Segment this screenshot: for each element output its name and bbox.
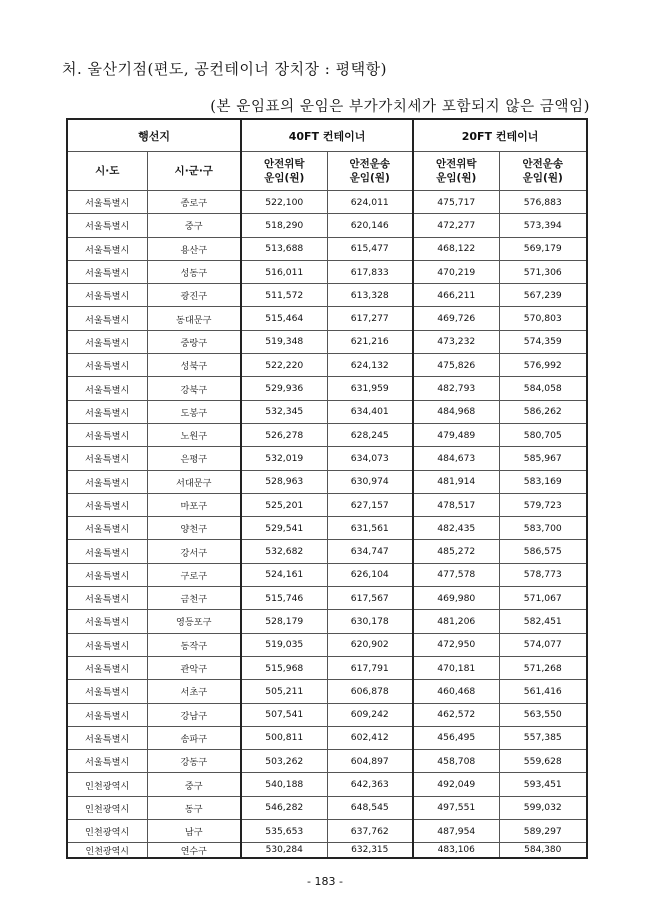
cell-20-transport: 574,077 [499, 633, 587, 656]
cell-40-transport: 602,412 [327, 726, 413, 749]
cell-sigungu: 서초구 [147, 680, 241, 703]
table-row [67, 633, 587, 656]
cell-40-transport: 648,545 [327, 796, 413, 819]
table-row [67, 354, 587, 377]
cell-20-transport: 585,967 [499, 447, 587, 470]
cell-sigungu: 용산구 [147, 237, 241, 260]
cell-40-transport: 621,216 [327, 330, 413, 353]
cell-sido: 서울특별시 [67, 400, 147, 423]
cell-40-trust: 528,179 [241, 610, 327, 633]
header-20-transport: 안전운송 운임(원) [499, 152, 587, 191]
cell-20-transport: 571,067 [499, 587, 587, 610]
cell-20-trust: 473,232 [413, 330, 499, 353]
cell-40-transport: 642,363 [327, 773, 413, 796]
cell-20-transport: 578,773 [499, 563, 587, 586]
cell-20-trust: 469,980 [413, 587, 499, 610]
cell-sigungu: 양천구 [147, 517, 241, 540]
cell-20-trust: 458,708 [413, 750, 499, 773]
table-row [67, 260, 587, 283]
cell-sido: 서울특별시 [67, 447, 147, 470]
cell-sigungu: 강서구 [147, 540, 241, 563]
cell-40-trust: 515,464 [241, 307, 327, 330]
header-sido: 시·도 [67, 152, 147, 191]
cell-40-trust: 519,348 [241, 330, 327, 353]
cell-40-transport: 634,073 [327, 447, 413, 470]
cell-40-transport: 613,328 [327, 284, 413, 307]
table-row [67, 400, 587, 423]
header-sigungu: 시·군·구 [147, 152, 241, 191]
table-body [67, 191, 587, 859]
table-row [67, 750, 587, 773]
cell-20-trust: 492,049 [413, 773, 499, 796]
table-row [67, 796, 587, 819]
cell-20-trust: 472,950 [413, 633, 499, 656]
cell-sigungu: 관악구 [147, 656, 241, 679]
cell-20-trust: 466,211 [413, 284, 499, 307]
cell-20-transport: 583,700 [499, 517, 587, 540]
cell-40-transport: 617,833 [327, 260, 413, 283]
cell-20-transport: 586,262 [499, 400, 587, 423]
cell-20-trust: 475,717 [413, 191, 499, 214]
cell-sido: 서울특별시 [67, 540, 147, 563]
table-row [67, 563, 587, 586]
cell-20-transport: 599,032 [499, 796, 587, 819]
cell-20-transport: 574,359 [499, 330, 587, 353]
cell-40-transport: 606,878 [327, 680, 413, 703]
header-row-groups [67, 119, 587, 152]
cell-20-transport: 586,575 [499, 540, 587, 563]
cell-sigungu: 동구 [147, 796, 241, 819]
cell-20-trust: 479,489 [413, 423, 499, 446]
cell-20-transport: 573,394 [499, 214, 587, 237]
cell-40-trust: 526,278 [241, 423, 327, 446]
cell-40-transport: 617,567 [327, 587, 413, 610]
cell-20-trust: 472,277 [413, 214, 499, 237]
table-row [67, 493, 587, 516]
cell-40-trust: 529,936 [241, 377, 327, 400]
table-row [67, 307, 587, 330]
cell-20-trust: 460,468 [413, 680, 499, 703]
cell-20-transport: 563,550 [499, 703, 587, 726]
cell-40-transport: 627,157 [327, 493, 413, 516]
table-row [67, 610, 587, 633]
cell-40-trust: 535,653 [241, 820, 327, 843]
cell-sido: 서울특별시 [67, 307, 147, 330]
table-row [67, 540, 587, 563]
table-row [67, 214, 587, 237]
header-40-transport: 안전운송 운임(원) [327, 152, 413, 191]
cell-20-trust: 470,181 [413, 656, 499, 679]
header-40ft: 40FT 컨테이너 [241, 119, 413, 152]
cell-40-transport: 624,011 [327, 191, 413, 214]
cell-20-trust: 481,914 [413, 470, 499, 493]
cell-20-transport: 559,628 [499, 750, 587, 773]
cell-20-transport: 569,179 [499, 237, 587, 260]
cell-20-trust: 456,495 [413, 726, 499, 749]
cell-20-transport: 580,705 [499, 423, 587, 446]
table-row [67, 587, 587, 610]
cell-sigungu: 노원구 [147, 423, 241, 446]
cell-40-transport: 620,146 [327, 214, 413, 237]
cell-sigungu: 중구 [147, 214, 241, 237]
cell-sido: 서울특별시 [67, 377, 147, 400]
cell-40-trust: 529,541 [241, 517, 327, 540]
cell-20-trust: 497,551 [413, 796, 499, 819]
vat-note: (본 운임표의 운임은 부가가치세가 포함되지 않은 금액임) [210, 99, 590, 115]
table-row [67, 447, 587, 470]
cell-20-transport: 561,416 [499, 680, 587, 703]
cell-20-trust: 485,272 [413, 540, 499, 563]
cell-sigungu: 강동구 [147, 750, 241, 773]
cell-sigungu: 은평구 [147, 447, 241, 470]
cell-40-transport: 609,242 [327, 703, 413, 726]
cell-20-transport: 593,451 [499, 773, 587, 796]
cell-20-transport: 589,297 [499, 820, 587, 843]
cell-40-trust: 519,035 [241, 633, 327, 656]
table-row [67, 703, 587, 726]
cell-sido: 서울특별시 [67, 470, 147, 493]
cell-sigungu: 중구 [147, 773, 241, 796]
cell-40-transport: 631,959 [327, 377, 413, 400]
cell-20-trust: 468,122 [413, 237, 499, 260]
cell-sido: 서울특별시 [67, 517, 147, 540]
cell-sido: 서울특별시 [67, 237, 147, 260]
cell-sigungu: 동대문구 [147, 307, 241, 330]
cell-sido: 서울특별시 [67, 587, 147, 610]
cell-sigungu: 강북구 [147, 377, 241, 400]
cell-sigungu: 종로구 [147, 191, 241, 214]
cell-20-transport: 571,306 [499, 260, 587, 283]
cell-sigungu: 남구 [147, 820, 241, 843]
cell-sido: 서울특별시 [67, 214, 147, 237]
cell-sigungu: 중랑구 [147, 330, 241, 353]
cell-20-transport: 571,268 [499, 656, 587, 679]
cell-sido: 인천광역시 [67, 796, 147, 819]
cell-20-trust: 484,968 [413, 400, 499, 423]
cell-sido: 서울특별시 [67, 284, 147, 307]
cell-40-trust: 503,262 [241, 750, 327, 773]
cell-40-transport: 617,277 [327, 307, 413, 330]
cell-20-transport: 567,239 [499, 284, 587, 307]
cell-40-transport: 624,132 [327, 354, 413, 377]
table-row [67, 377, 587, 400]
table-row [67, 237, 587, 260]
cell-20-trust: 470,219 [413, 260, 499, 283]
cell-20-trust: 487,954 [413, 820, 499, 843]
cell-40-transport: 628,245 [327, 423, 413, 446]
cell-20-trust: 483,106 [413, 843, 499, 859]
header-destination: 행선지 [67, 119, 241, 152]
cell-sido: 서울특별시 [67, 354, 147, 377]
cell-sigungu: 도봉구 [147, 400, 241, 423]
cell-sigungu: 구로구 [147, 563, 241, 586]
cell-40-trust: 522,100 [241, 191, 327, 214]
cell-20-trust: 481,206 [413, 610, 499, 633]
cell-sido: 인천광역시 [67, 820, 147, 843]
cell-20-trust: 482,435 [413, 517, 499, 540]
cell-sigungu: 동작구 [147, 633, 241, 656]
cell-40-transport: 631,561 [327, 517, 413, 540]
cell-20-transport: 557,385 [499, 726, 587, 749]
cell-40-trust: 546,282 [241, 796, 327, 819]
cell-40-trust: 507,541 [241, 703, 327, 726]
cell-40-transport: 620,902 [327, 633, 413, 656]
cell-40-transport: 632,315 [327, 843, 413, 859]
table-row [67, 191, 587, 214]
cell-40-transport: 615,477 [327, 237, 413, 260]
table-row [67, 517, 587, 540]
cell-40-trust: 513,688 [241, 237, 327, 260]
cell-40-trust: 505,211 [241, 680, 327, 703]
cell-40-trust: 511,572 [241, 284, 327, 307]
header-20ft: 20FT 컨테이너 [413, 119, 587, 152]
cell-sido: 서울특별시 [67, 703, 147, 726]
cell-40-trust: 532,682 [241, 540, 327, 563]
cell-sido: 서울특별시 [67, 423, 147, 446]
cell-sido: 서울특별시 [67, 493, 147, 516]
header-20-trust: 안전위탁 운임(원) [413, 152, 499, 191]
cell-sido: 서울특별시 [67, 563, 147, 586]
cell-40-trust: 522,220 [241, 354, 327, 377]
table-row [67, 726, 587, 749]
cell-40-transport: 634,401 [327, 400, 413, 423]
cell-40-transport: 634,747 [327, 540, 413, 563]
table-row [67, 680, 587, 703]
cell-sido: 서울특별시 [67, 610, 147, 633]
cell-sigungu: 서대문구 [147, 470, 241, 493]
cell-40-transport: 626,104 [327, 563, 413, 586]
cell-20-transport: 583,169 [499, 470, 587, 493]
freight-rate-table [66, 118, 588, 859]
cell-40-transport: 630,178 [327, 610, 413, 633]
cell-sido: 인천광역시 [67, 843, 147, 859]
cell-sido: 서울특별시 [67, 191, 147, 214]
cell-20-trust: 462,572 [413, 703, 499, 726]
cell-sigungu: 금천구 [147, 587, 241, 610]
cell-20-trust: 469,726 [413, 307, 499, 330]
header-40-trust: 안전위탁 운임(원) [241, 152, 327, 191]
table-row [67, 470, 587, 493]
cell-20-trust: 475,826 [413, 354, 499, 377]
cell-40-trust: 515,746 [241, 587, 327, 610]
cell-40-trust: 518,290 [241, 214, 327, 237]
cell-20-transport: 576,883 [499, 191, 587, 214]
section-heading: 처. 울산기점(편도, 공컨테이너 장치장 : 평택항) [62, 60, 387, 78]
cell-20-transport: 570,803 [499, 307, 587, 330]
table-row [67, 656, 587, 679]
cell-sigungu: 연수구 [147, 843, 241, 859]
cell-sido: 서울특별시 [67, 633, 147, 656]
cell-sigungu: 성북구 [147, 354, 241, 377]
table-row [67, 330, 587, 353]
cell-sido: 서울특별시 [67, 680, 147, 703]
cell-40-trust: 540,188 [241, 773, 327, 796]
cell-40-transport: 637,762 [327, 820, 413, 843]
cell-40-transport: 630,974 [327, 470, 413, 493]
table-row [67, 773, 587, 796]
cell-sigungu: 마포구 [147, 493, 241, 516]
cell-sido: 서울특별시 [67, 750, 147, 773]
cell-40-trust: 525,201 [241, 493, 327, 516]
cell-40-trust: 500,811 [241, 726, 327, 749]
cell-sigungu: 성동구 [147, 260, 241, 283]
cell-20-transport: 579,723 [499, 493, 587, 516]
cell-sigungu: 강남구 [147, 703, 241, 726]
cell-40-trust: 515,968 [241, 656, 327, 679]
cell-sigungu: 송파구 [147, 726, 241, 749]
cell-sido: 인천광역시 [67, 773, 147, 796]
table-row [67, 423, 587, 446]
cell-sido: 서울특별시 [67, 260, 147, 283]
cell-40-transport: 604,897 [327, 750, 413, 773]
cell-40-transport: 617,791 [327, 656, 413, 679]
cell-20-transport: 582,451 [499, 610, 587, 633]
header-row-columns [67, 152, 587, 191]
cell-20-transport: 576,992 [499, 354, 587, 377]
table-row [67, 843, 587, 859]
cell-40-trust: 530,284 [241, 843, 327, 859]
table-row [67, 284, 587, 307]
cell-20-trust: 477,578 [413, 563, 499, 586]
cell-40-trust: 516,011 [241, 260, 327, 283]
table-row [67, 820, 587, 843]
cell-20-trust: 478,517 [413, 493, 499, 516]
cell-20-trust: 484,673 [413, 447, 499, 470]
cell-40-trust: 524,161 [241, 563, 327, 586]
cell-sido: 서울특별시 [67, 330, 147, 353]
cell-20-transport: 584,058 [499, 377, 587, 400]
cell-sigungu: 광진구 [147, 284, 241, 307]
page-number: - 183 - [307, 875, 343, 888]
cell-sido: 서울특별시 [67, 656, 147, 679]
cell-20-transport: 584,380 [499, 843, 587, 859]
cell-40-trust: 528,963 [241, 470, 327, 493]
cell-20-trust: 482,793 [413, 377, 499, 400]
cell-sido: 서울특별시 [67, 726, 147, 749]
cell-40-trust: 532,019 [241, 447, 327, 470]
cell-40-trust: 532,345 [241, 400, 327, 423]
cell-sigungu: 영등포구 [147, 610, 241, 633]
